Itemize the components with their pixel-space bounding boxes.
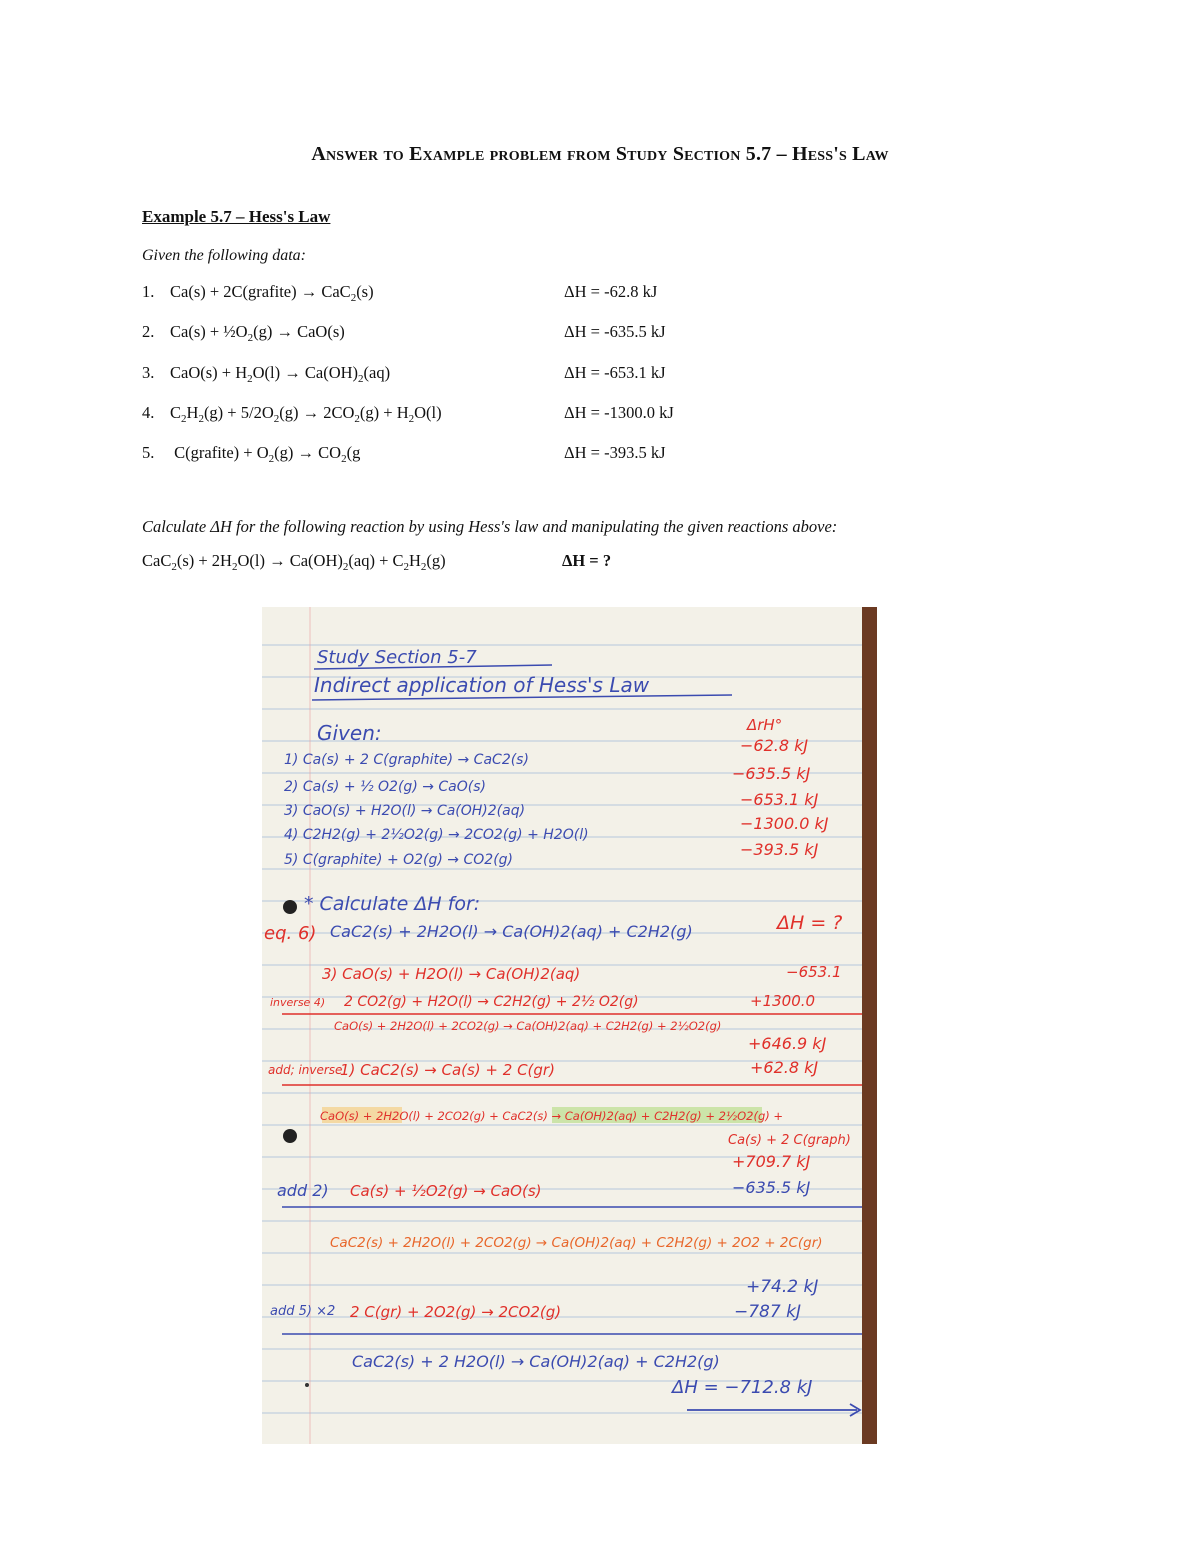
hw-work-dh: +62.8 kJ bbox=[750, 1058, 819, 1077]
bullet-dot bbox=[283, 1129, 297, 1143]
hw-work-eq: 2 CO2(g) + H2O(l) → C2H2(g) + 2½ O2(g) bbox=[344, 994, 639, 1010]
reaction-enthalpy: ΔH = -653.1 kJ bbox=[564, 363, 666, 382]
hw-heading-2: Indirect application of Hess's Law bbox=[314, 673, 650, 697]
hw-work-dh: −635.5 kJ bbox=[732, 1178, 811, 1197]
page-title bbox=[0, 143, 1200, 166]
dot bbox=[305, 1383, 309, 1387]
hw-work-eq: Ca(s) + ½O2(g) → CaO(s) bbox=[350, 1182, 542, 1200]
reaction-enthalpy: ΔH = -1300.0 kJ bbox=[564, 403, 674, 422]
hw-given-dh: −1300.0 kJ bbox=[740, 814, 829, 833]
hw-work-eq: 1) CaC2(s) → Ca(s) + 2 C(gr) bbox=[340, 1061, 555, 1079]
hw-work-dh: +74.2 kJ bbox=[746, 1277, 819, 1297]
reaction-number: 2. bbox=[142, 322, 155, 341]
reaction-4: 4. $C_2H_2(g) + 5/2O_2(g) \to 2CO_2(g) + H_2O(l)$ ΔH = -1300.0 kJ bbox=[142, 403, 674, 425]
hw-work-eq: Ca(s) + 2 C(graph) bbox=[728, 1133, 851, 1148]
reaction-3: 3. $CaO(s) + H_2O(l) \to Ca(OH)_2(aq)$ ΔH = -653.1 kJ bbox=[142, 363, 666, 385]
hw-col-header: ΔrH° bbox=[747, 716, 783, 734]
hw-work-dh: +1300.0 bbox=[750, 992, 816, 1010]
reaction-number: 1. bbox=[142, 282, 155, 301]
hw-work-label: add; inverse bbox=[268, 1063, 343, 1077]
hw-given-eq: 4) C2H2(g) + 2½O2(g) → 2CO2(g) + H2O(l) bbox=[284, 827, 589, 843]
hw-work-label: add 5) ×2 bbox=[270, 1304, 336, 1319]
hw-eq6-label: eq. 6) bbox=[264, 923, 317, 944]
page-title-text: Answer to Example problem from Study Section 5.7 – Hess's Law bbox=[311, 143, 889, 165]
target-reaction: $CaC_2(s) + 2H_2O(l) \to Ca(OH)_2(aq) + C_2H_2(g)$ ΔH = ? bbox=[142, 551, 612, 573]
hw-given-eq: 3) CaO(s) + H2O(l) → Ca(OH)2(aq) bbox=[284, 803, 526, 819]
hw-work-dh: −653.1 bbox=[786, 963, 842, 981]
reaction-number: 4. bbox=[142, 403, 155, 422]
given-label: Given the following data: bbox=[142, 247, 306, 264]
reaction-enthalpy: ΔH = -393.5 kJ bbox=[564, 443, 666, 462]
hw-given-eq: 2) Ca(s) + ½ O2(g) → CaO(s) bbox=[284, 779, 487, 795]
bullet-dot bbox=[283, 900, 297, 914]
hw-work-dh: −787 kJ bbox=[734, 1302, 801, 1322]
hw-heading-1: Study Section 5-7 bbox=[317, 647, 477, 668]
hw-final-eq: CaC2(s) + 2 H2O(l) → Ca(OH)2(aq) + C2H2(g) bbox=[352, 1352, 720, 1371]
hw-work-dh: +709.7 kJ bbox=[732, 1152, 811, 1171]
reaction-5: 5. C(grafite) + $O_2(g) \to CO_2(g$ ΔH = -393.5 kJ bbox=[142, 443, 666, 465]
hw-given-dh: −635.5 kJ bbox=[732, 764, 811, 783]
hw-work-eq: 2 C(gr) + 2O2(g) → 2CO2(g) bbox=[350, 1303, 562, 1321]
reaction-1: 1. Ca(s) + 2C(grafite) → CaC$_2$(s) ΔH = -62.8 kJ bbox=[142, 282, 658, 304]
hw-calc-heading: * Calculate ΔH for: bbox=[304, 893, 481, 915]
notebook-page bbox=[262, 607, 877, 1444]
calculate-prompt: Calculate ΔH for the following reaction by using Hess's law and manipulating the given reactions above: bbox=[142, 517, 838, 536]
hw-given-eq: 5) C(graphite) + O2(g) → CO2(g) bbox=[284, 852, 514, 868]
reaction-number: 3. bbox=[142, 363, 155, 382]
handwritten-solution-photo bbox=[262, 607, 877, 1444]
hw-work-label: inverse 4) bbox=[270, 996, 326, 1009]
hw-work-dh: +646.9 kJ bbox=[748, 1034, 827, 1053]
hw-given-dh: −393.5 kJ bbox=[740, 840, 819, 859]
hw-given-dh: −653.1 kJ bbox=[740, 790, 819, 809]
hw-given-eq: 1) Ca(s) + 2 C(graphite) → CaC2(s) bbox=[284, 752, 529, 768]
reaction-number: 5. bbox=[142, 443, 155, 462]
hw-final-dh: ΔH = −712.8 kJ bbox=[672, 1377, 813, 1398]
hw-work-eq: 3) CaO(s) + H2O(l) → Ca(OH)2(aq) bbox=[322, 965, 581, 983]
reaction-enthalpy: ΔH = -62.8 kJ bbox=[564, 282, 658, 301]
hw-work-label: add 2) bbox=[277, 1181, 329, 1200]
hw-work-eq: CaO(s) + 2H2O(l) + 2CO2(g) + CaC2(s) → Ca(OH)2(aq) + C2H2(g) + 2½O2(g) + bbox=[320, 1109, 784, 1123]
reaction-enthalpy: ΔH = -635.5 kJ bbox=[564, 322, 666, 341]
notebook-edge bbox=[862, 607, 877, 1444]
target-enthalpy: ΔH = ? bbox=[562, 551, 612, 570]
hw-given-dh: −62.8 kJ bbox=[740, 736, 809, 755]
hw-eq6: CaC2(s) + 2H2O(l) → Ca(OH)2(aq) + C2H2(g) bbox=[330, 922, 693, 941]
example-title: Example 5.7 – Hess's Law bbox=[142, 207, 331, 226]
hw-work-eq: CaO(s) + 2H2O(l) + 2CO2(g) → Ca(OH)2(aq) + C2H2(g) + 2½O2(g) bbox=[334, 1019, 722, 1033]
hw-work-eq: CaC2(s) + 2H2O(l) + 2CO2(g) → Ca(OH)2(aq) + C2H2(g) + 2O2 + 2C(gr) bbox=[330, 1235, 823, 1251]
reaction-2: 2. $Ca(s) + \frac{1}{2}O_2(g) \to CaO(s)$ ΔH = -635.5 kJ bbox=[142, 322, 666, 344]
hw-eq6-dh: ΔH = ? bbox=[777, 912, 843, 934]
hw-given-label: Given: bbox=[317, 721, 382, 745]
